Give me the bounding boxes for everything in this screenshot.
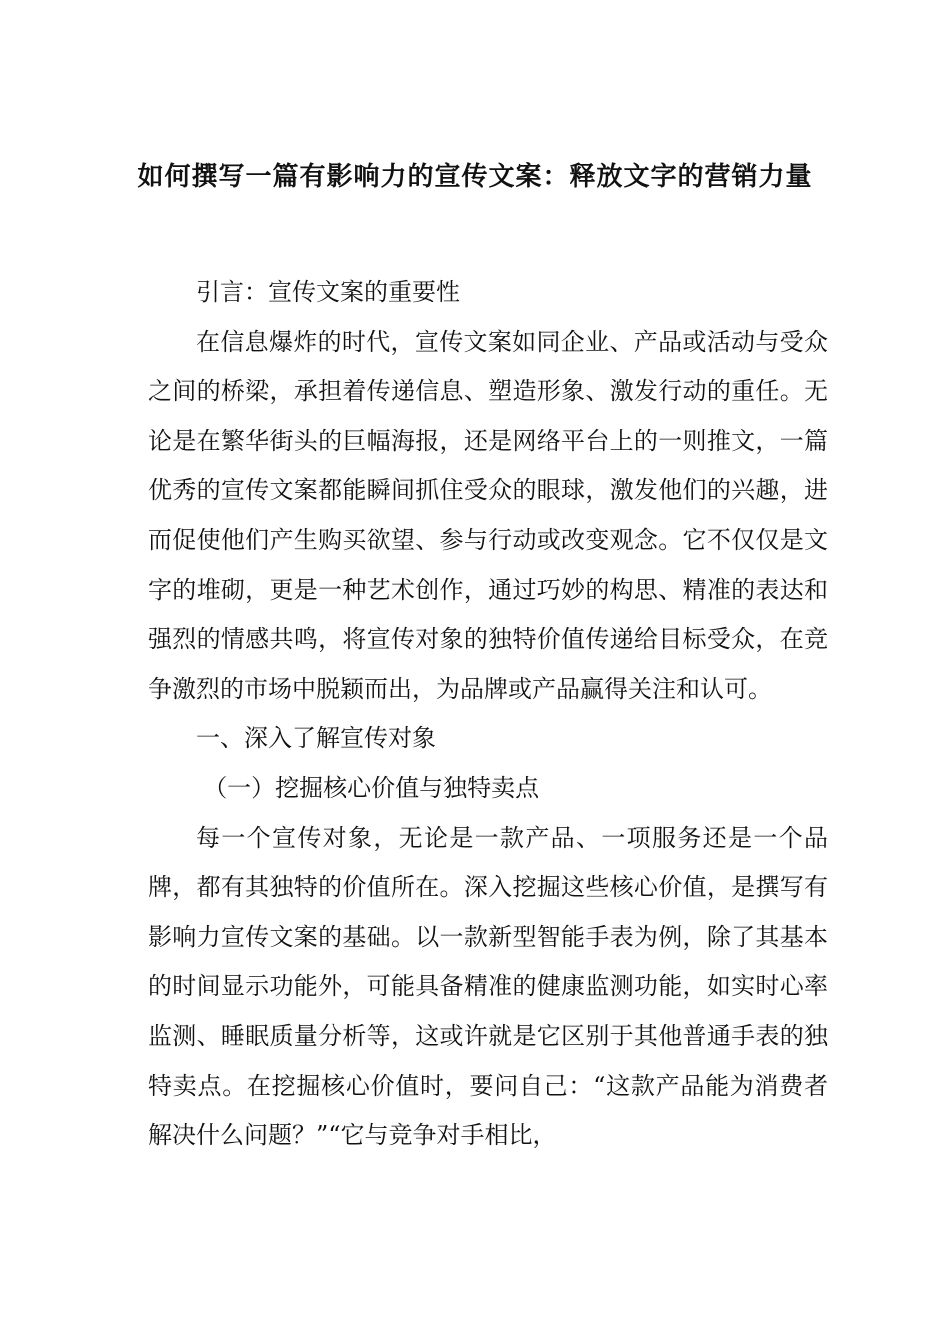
section-heading-1: 一、深入了解宣传对象 xyxy=(196,724,436,753)
document-title: 如何撰写一篇有影响力的宣传文案：释放文字的营销力量 xyxy=(137,162,813,192)
paragraph-core-value: 每一个宣传对象，无论是一款产品、一项服务还是一个品牌，都有其独特的价值所在。深入挖掘这些核心价值，是撰写有影响力宣传文案的基础。以一款新型智能手表为例，除了其基本的时间显示功能外，可能具备精准的健康监测功能，如实时心率监测、睡眠质量分析等，这或许就是它区别于其他普通手表的独特卖点。在挖掘核心价值时，要问自己：“这款产品能为消费者解决什么问题？”“它与竞争对手相比， xyxy=(148,823,828,1150)
subsection-heading-1-1: （一）挖掘核心价值与独特卖点 xyxy=(203,773,540,802)
section-heading-introduction: 引言：宣传文案的重要性 xyxy=(196,278,460,306)
document-body xyxy=(148,268,828,1161)
paragraph-introduction: 在信息爆炸的时代，宣传文案如同企业、产品或活动与受众之间的桥梁，承担着传递信息、塑造形象、激发行动的重任。无论是在繁华街头的巨幅海报，还是网络平台上的一则推文，一篇优秀的宣传文案都能瞬间抓住受众的眼球，激发他们的兴趣，进而促使他们产生购买欲望、参与行动或改变观念。它不仅仅是文字的堆砌，更是一种艺术创作，通过巧妙的构思、精准的表达和强烈的情感共鸣，将宣传对象的独特价值传递给目标受众，在竞争激烈的市场中脱颖而出，为品牌或产品赢得关注和认可。 xyxy=(148,327,828,703)
